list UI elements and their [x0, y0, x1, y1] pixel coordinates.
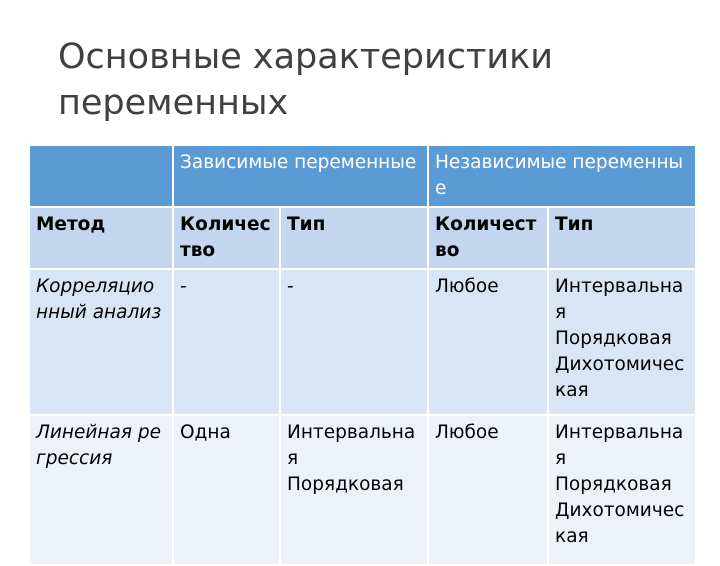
table-row — [29, 269, 695, 415]
independent-count-cell: Любое — [428, 415, 548, 565]
dependent-count-header: Количество — [173, 207, 280, 269]
dependent-type-cell — [280, 415, 428, 565]
slide-title: Основные характеристики переменных — [58, 37, 554, 123]
method-header: Метод — [29, 207, 173, 269]
type-item: Интервальная — [555, 276, 684, 323]
independent-type-cell — [548, 269, 695, 415]
independent-type-cell — [548, 415, 695, 565]
type-item: Интервальная — [555, 422, 684, 469]
dependent-count-cell: Одна — [173, 415, 280, 565]
dependent-count-cell: - — [173, 269, 280, 415]
independent-count-cell: Любое — [428, 269, 548, 415]
table-group-header-row — [29, 146, 695, 207]
dependent-variables-header: Зависимые переменные — [173, 146, 428, 207]
type-item: Порядковая — [555, 328, 672, 349]
table-row — [29, 415, 695, 565]
type-item: Дихотомическая — [555, 500, 685, 547]
type-item: Порядковая — [555, 474, 672, 495]
table-sub-header-row — [29, 207, 695, 269]
independent-type-header: Тип — [548, 207, 695, 269]
type-item: Интервальная — [287, 422, 416, 469]
independent-count-header: Количество — [428, 207, 548, 269]
type-item: Дихотомическая — [555, 354, 685, 401]
type-item: Порядковая — [287, 474, 404, 495]
method-cell: Линейная регрессия — [29, 415, 173, 565]
dependent-type-header: Тип — [280, 207, 428, 269]
method-cell: Корреляционный анализ — [29, 269, 173, 415]
characteristics-table — [28, 146, 695, 566]
independent-variables-header: Независимые переменные — [428, 146, 695, 207]
header-empty-cell — [29, 146, 173, 207]
dependent-type-cell: - — [280, 269, 428, 415]
